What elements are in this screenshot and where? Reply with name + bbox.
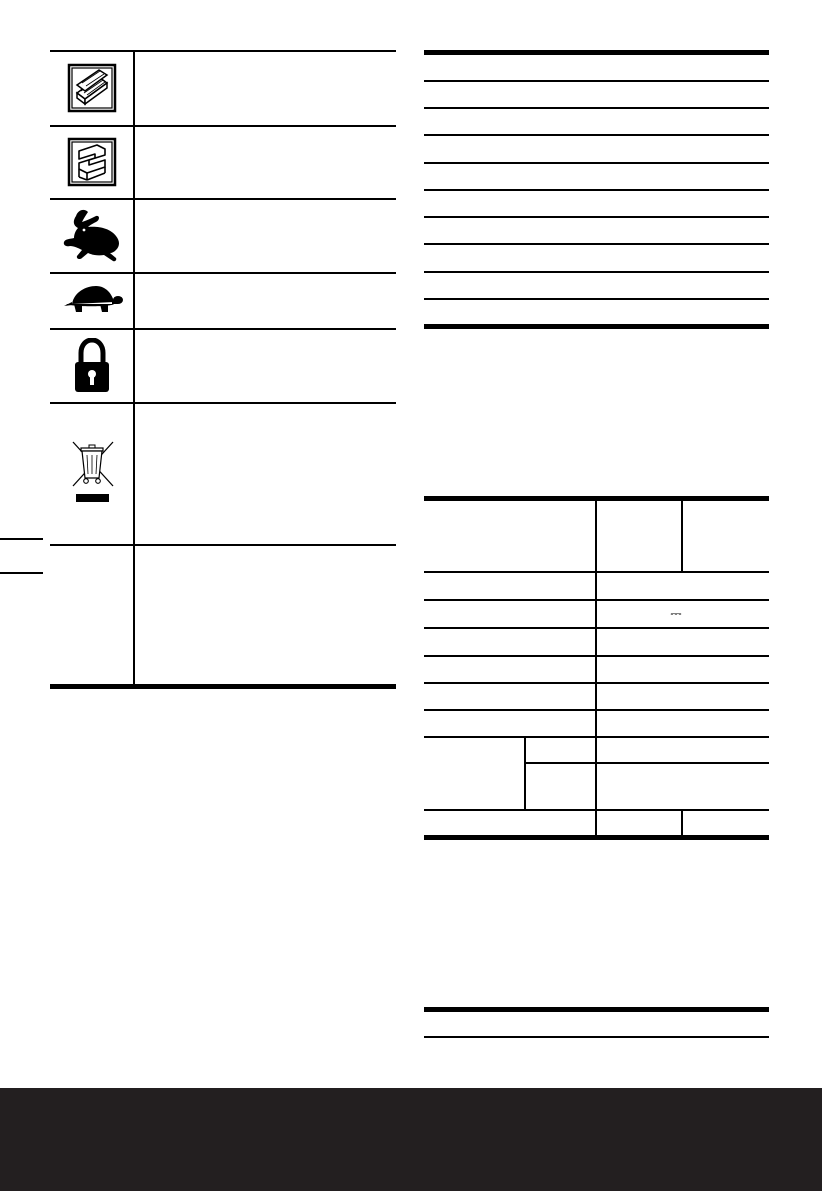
tech-row-rule [424,571,769,573]
table-bottom-rule [50,684,396,689]
small-table-bottom-rule [424,1036,769,1038]
row-separator [50,125,396,127]
footer-band [0,1088,822,1191]
list-row-rule [424,189,769,191]
tech-subcolumn-divider [524,736,526,810]
tech-row-rule [424,599,769,601]
row-separator [50,328,396,330]
list-top-rule [424,50,769,55]
list-row-rule [424,216,769,218]
list-row-rule [424,243,769,245]
tech-column-divider [681,500,683,572]
tech-row-rule [424,655,769,657]
crossed-bin-weee-icon [64,440,120,506]
tech-row-rule [424,709,769,711]
tech-row-rule [424,736,769,738]
tab-marker-top [0,538,43,540]
table-column-divider [133,50,135,686]
list-row-rule [424,271,769,273]
padlock-icon [70,336,114,396]
list-row-rule [424,298,769,300]
row-separator [50,402,396,404]
metal-profile-icon [66,136,118,188]
row-separator [50,198,396,200]
tech-bottom-rule [424,835,769,840]
tech-row-rule [424,627,769,629]
row-separator [50,544,396,546]
dc-current-symbol: ⎓ [670,605,682,621]
turtle-slow-icon [60,280,124,320]
list-bottom-rule [424,324,769,329]
row-separator [50,272,396,274]
list-row-rule [424,162,769,164]
wood-material-icon [66,62,118,114]
small-table-top-rule [424,1007,769,1012]
tech-row-rule [424,682,769,684]
tech-row-rule [424,809,769,811]
list-row-rule [424,134,769,136]
tech-row-rule [524,762,769,764]
list-row-rule [424,107,769,109]
table-top-rule [50,50,396,52]
list-row-rule [424,80,769,82]
rabbit-fast-icon [60,205,124,265]
tech-column-divider [595,500,597,836]
tab-marker-bottom [0,572,43,574]
tech-column-divider [681,810,683,836]
